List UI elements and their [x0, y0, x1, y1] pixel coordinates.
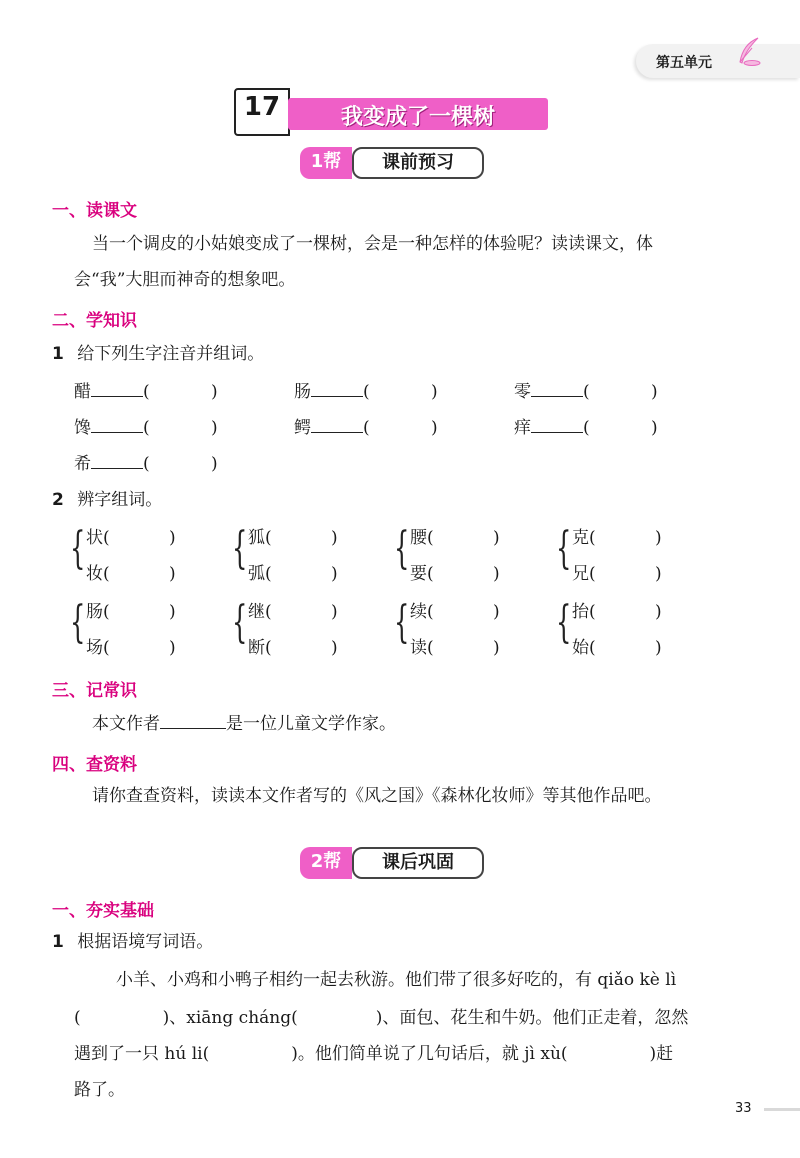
question-text: 根据语境写词语。: [77, 932, 214, 952]
pair-item[interactable]: 弧( ): [248, 564, 338, 584]
part1-line1: 当一个调皮的小姑娘变成了一棵树，会是一种怎样的体验呢？读读课文，体: [92, 234, 653, 254]
author-fill-line[interactable]: 本文作者 是一位儿童文学作家。: [92, 714, 396, 734]
pair-item[interactable]: 妆( ): [86, 564, 176, 584]
paragraph-line[interactable]: 遇到了一只 hú li( )。他们简单说了几句话后，就 jì xù( )赶: [74, 1044, 674, 1064]
pair-item[interactable]: 兄( ): [572, 564, 662, 584]
paragraph-line: 路了。: [74, 1080, 125, 1100]
page-number: 33: [735, 1101, 752, 1116]
pinyin-item[interactable]: 零 ( ): [514, 382, 658, 402]
pair-item[interactable]: 续( ): [410, 602, 500, 622]
pair-item[interactable]: 断( ): [248, 638, 338, 658]
lesson-number: 17: [243, 92, 281, 122]
pair-item[interactable]: 狐( ): [248, 528, 338, 548]
part2-heading: 二、学知识: [52, 311, 137, 331]
question-number: 2: [52, 490, 64, 510]
pinyin-item[interactable]: 馋 ( ): [74, 418, 218, 438]
part1-heading: 一、读课文: [52, 201, 137, 221]
feather-quill-icon: [736, 36, 762, 66]
pinyin-item[interactable]: 鳄 ( ): [294, 418, 438, 438]
brace-icon: {: [394, 523, 410, 574]
pinyin-item[interactable]: 痒 ( ): [514, 418, 658, 438]
section-label-2: 课后巩固: [352, 847, 484, 879]
part5-heading: 一、夯实基础: [52, 901, 154, 921]
question-number: 1: [52, 932, 64, 952]
part3-heading: 三、记常识: [52, 681, 137, 701]
brace-icon: {: [70, 523, 86, 574]
section-badge-1: 1帮: [300, 147, 352, 179]
pair-item[interactable]: 场( ): [86, 638, 176, 658]
unit-label: 第五单元: [656, 55, 712, 71]
part4-heading: 四、查资料: [52, 755, 137, 775]
pair-item[interactable]: 克( ): [572, 528, 662, 548]
page-divider: [764, 1108, 800, 1111]
pair-item[interactable]: 读( ): [410, 638, 500, 658]
pinyin-item[interactable]: 肠 ( ): [294, 382, 438, 402]
pair-item[interactable]: 始( ): [572, 638, 662, 658]
pair-item[interactable]: 抬( ): [572, 602, 662, 622]
pair-item[interactable]: 状( ): [86, 528, 176, 548]
brace-icon: {: [232, 523, 248, 574]
brace-icon: {: [70, 597, 86, 648]
lesson-title: 我变成了一棵树: [340, 105, 495, 130]
question-text: 给下列生字注音并组词。: [77, 344, 265, 364]
pair-item[interactable]: 要( ): [410, 564, 500, 584]
paragraph-line[interactable]: ( )、xiāng cháng( )、面包、花生和牛奶。他们正走着，忽然: [74, 1008, 689, 1028]
section-label-1: 课前预习: [352, 147, 484, 179]
question-text: 辨字组词。: [77, 490, 163, 510]
pair-item[interactable]: 肠( ): [86, 602, 176, 622]
pinyin-item[interactable]: 醋 ( ): [74, 382, 218, 402]
section-badge-2: 2帮: [300, 847, 352, 879]
brace-icon: {: [556, 523, 572, 574]
pair-item[interactable]: 腰( ): [410, 528, 500, 548]
brace-icon: {: [556, 597, 572, 648]
brace-icon: {: [232, 597, 248, 648]
brace-icon: {: [394, 597, 410, 648]
paragraph-line: 小羊、小鸡和小鸭子相约一起去秋游。他们带了很多好吃的，有 qiǎo kè lì: [116, 970, 677, 990]
pair-item[interactable]: 继( ): [248, 602, 338, 622]
question-number: 1: [52, 344, 64, 364]
part4-text: 请你查查资料，读读本文作者写的《风之国》《森林化妆师》等其他作品吧。: [92, 786, 662, 806]
part1-line2: 会“我”大胆而神奇的想象吧。: [74, 270, 296, 290]
pinyin-item[interactable]: 希 ( ): [74, 454, 218, 474]
